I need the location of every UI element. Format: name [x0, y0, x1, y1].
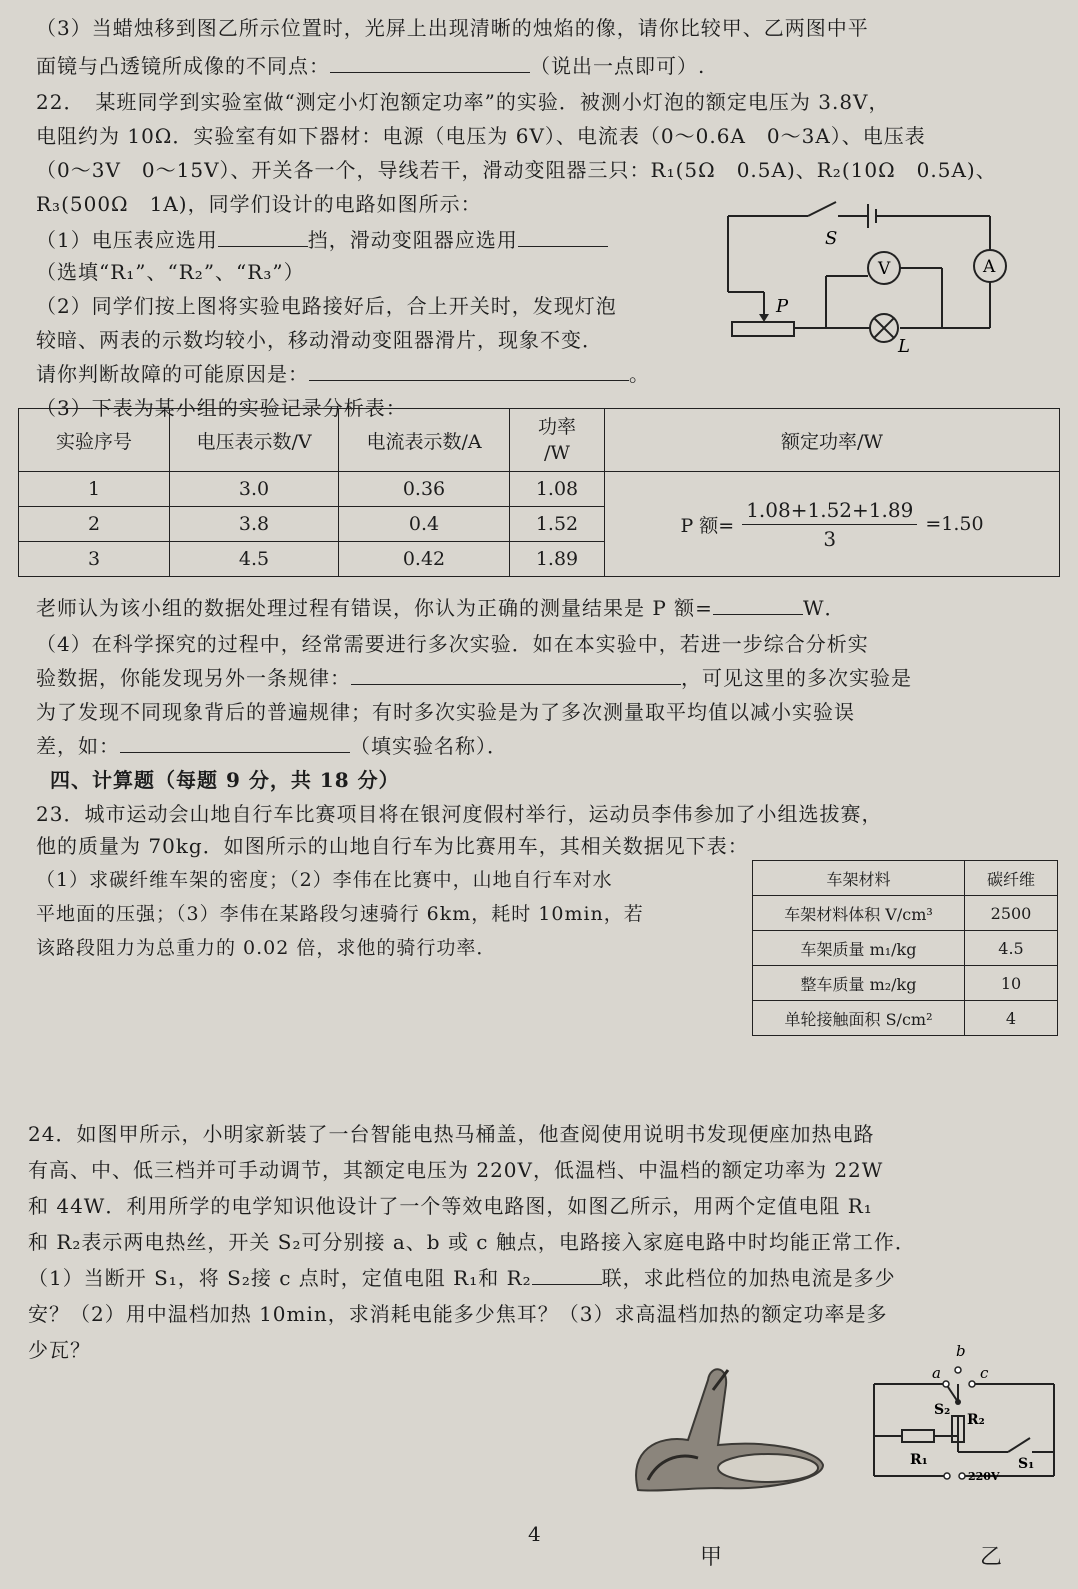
header-current: 电流表示数/A: [339, 409, 510, 472]
resistor-r1-label: R₁: [910, 1452, 928, 1468]
cell-label: 车架质量 m₁/kg: [753, 931, 965, 966]
q22-fault-blank[interactable]: [309, 360, 629, 381]
rated-power-cell: [605, 472, 1060, 577]
q22-part4-line1: （4）在科学探究的过程中，经常需要进行多次实验．如在本实验中，若进一步综合分析实: [36, 632, 869, 656]
table-row: [753, 1001, 1058, 1036]
cell-voltage: 3.8: [170, 507, 339, 542]
q22-rule-blank[interactable]: [351, 664, 681, 685]
q22-circuit-diagram: [718, 196, 1008, 356]
table-row: [753, 861, 1058, 896]
formula-fraction: [742, 498, 917, 551]
cell-power: 1.52: [510, 507, 605, 542]
figure-yi-label: 乙: [980, 1545, 1004, 1570]
q22-line3: （0～3V 0～15V）、开关各一个，导线若干，滑动变阻器三只：R₁(5Ω 0.5A)、R₂(10Ω 0.5A)、: [36, 158, 997, 182]
q23-line2: 他的质量为 70kg．如图所示的山地自行车为比赛用车，其相关数据见下表：: [36, 834, 749, 858]
q24-line1: 24．如图甲所示，小明家新装了一台智能电热马桶盖，他查阅使用说明书发现便座加热电路: [28, 1122, 875, 1146]
formula-denominator: 3: [823, 526, 837, 551]
q21-3-line2: [36, 52, 705, 80]
circuit-slider-label: P: [776, 296, 789, 317]
q22-correct-result: [36, 594, 846, 622]
header-trial: 实验序号: [19, 409, 170, 472]
q24-line7: 少瓦？: [28, 1338, 91, 1362]
q22-line1: 22． 某班同学到实验室做“测定小灯泡额定功率”的实验．被测小灯泡的额定电压为 3.8V，: [36, 90, 890, 114]
cell-current: 0.4: [339, 507, 510, 542]
cell-trial: 1: [19, 472, 170, 507]
q24-line2: 有高、中、低三档并可手动调节，其额定电压为 220V，低温档、中温档的额定功率为 22W: [28, 1158, 884, 1182]
q22-part4-text-d: （填实验名称）．: [350, 734, 508, 758]
bike-data-table: [752, 860, 1058, 1036]
switch-s1-label: S₁: [1018, 1456, 1035, 1472]
circuit-switch-label: S: [825, 228, 838, 249]
cell-value: 碳纤维: [965, 861, 1058, 896]
circuit-voltmeter-label: V: [878, 259, 891, 279]
q22-part2-line2: 较暗、两表的示数均较小，移动滑动变阻器滑片，现象不变．: [36, 328, 603, 352]
cell-current: 0.36: [339, 472, 510, 507]
cell-voltage: 3.0: [170, 472, 339, 507]
contact-a-label: a: [932, 1364, 941, 1382]
q23-line3: （1）求碳纤维车架的密度；（2）李伟在比赛中，山地自行车对水: [36, 869, 613, 891]
q23-line1: 23．城市运动会山地自行车比赛项目将在银河度假村举行，运动员李伟参加了小组选拔赛，: [36, 802, 883, 826]
q22-part4-line3: 为了发现不同现象背后的普遍规律；有时多次实验是为了多次测量取平均值以减小实验误: [36, 700, 855, 724]
contact-c-label: c: [980, 1364, 989, 1382]
circuit-lamp-label: L: [898, 336, 910, 356]
section-4-heading: 四、计算题（每题 9 分，共 18 分）: [50, 768, 400, 792]
q22-part1-text-b: 挡，滑动变阻器应选用: [307, 228, 518, 252]
q22-part2-line1: （2）同学们按上图将实验电路接好后，合上开关时，发现灯泡: [36, 294, 617, 318]
cell-value: 4.5: [965, 931, 1058, 966]
table-row: [753, 966, 1058, 1001]
q22-experiment-name-blank[interactable]: [120, 732, 350, 753]
table-header-row: [19, 409, 1060, 472]
q22-line2: 电阻约为 10Ω．实验室有如下器材：电源（电压为 6V）、电流表（0～0.6A 0～3A）、电压表: [36, 124, 926, 148]
q21-3-suffix: （说出一点即可）.: [530, 54, 706, 78]
q22-part4-text-a: 验数据，你能发现另外一条规律：: [36, 666, 351, 690]
switch-s2-label: S₂: [934, 1402, 951, 1418]
header-power: 功率 /W: [510, 409, 605, 472]
q22-part1: [36, 226, 608, 254]
q21-3-answer-blank[interactable]: [330, 52, 530, 73]
q22-rated-power-blank[interactable]: [713, 594, 803, 615]
q24-connection-blank[interactable]: [532, 1264, 602, 1285]
switch-blade: [808, 202, 836, 216]
q21-3-line1: （3）当蜡烛移到图乙所示位置时，光屏上出现清晰的烛焰的像，请你比较甲、乙两图中平: [36, 16, 869, 40]
cell-label: 车架材料体积 V/cm³: [753, 896, 965, 931]
cell-value: 4: [965, 1001, 1058, 1036]
q22-part4-text-c: 差，如：: [36, 734, 120, 758]
table-row: [753, 896, 1058, 931]
q24-line6: 安？（2）用中温档加热 10min，求消耗电能多少焦耳？（3）求高温档加热的额定功率是多: [28, 1302, 888, 1326]
q22-part1-text-a: （1）电压表应选用: [36, 228, 218, 252]
circuit-ammeter-label: A: [983, 257, 996, 277]
page-number: 4: [528, 1522, 542, 1546]
q21-3-prefix: 面镜与凸透镜所成像的不同点：: [36, 54, 330, 78]
q22-part4-text-b: ，可见这里的多次实验是: [681, 666, 912, 690]
cell-trial: 3: [19, 542, 170, 577]
cell-label: 单轮接触面积 S/cm²: [753, 1001, 965, 1036]
q22-part4-line2: [36, 664, 912, 692]
cell-current: 0.42: [339, 542, 510, 577]
q22-correct-result-text: 老师认为该小组的数据处理过程有错误，你认为正确的测量结果是 P 额=: [36, 596, 713, 620]
q22-part3: （3）下表为某小组的实验记录分析表：: [36, 396, 407, 420]
contact-b-label: b: [956, 1342, 966, 1360]
figure-jia-label: 甲: [700, 1545, 724, 1570]
cell-value: 2500: [965, 896, 1058, 931]
cell-power: 1.08: [510, 472, 605, 507]
cell-label: 车架材料: [753, 861, 965, 896]
rated-power-formula: [605, 498, 1059, 551]
q22-line4: R₃(500Ω 1A)，同学们设计的电路如图所示：: [36, 192, 482, 216]
experiment-record-table: [18, 408, 1060, 577]
heating-circuit-diagram: [868, 1340, 1064, 1490]
voltage-label: 220V: [968, 1470, 1000, 1483]
formula-numerator: 1.08+1.52+1.89: [742, 498, 917, 525]
q24-line5: [28, 1264, 896, 1292]
q22-part2-text: 请你判断故障的可能原因是：: [36, 362, 309, 386]
cell-power: 1.89: [510, 542, 605, 577]
cell-value: 10: [965, 966, 1058, 1001]
header-rated-power: 额定功率/W: [605, 409, 1060, 472]
cell-label: 整车质量 m₂/kg: [753, 966, 965, 1001]
q22-part2-line3: 请你判断故障的可能原因是： 。: [36, 362, 650, 386]
q22-part1-hint: （选填“R₁”、“R₂”、“R₃”）: [36, 260, 305, 284]
q22-voltmeter-range-blank[interactable]: [218, 226, 308, 247]
resistor-r2-label: R₂: [967, 1412, 985, 1428]
formula-label: P 额=: [680, 514, 735, 537]
q22-rheostat-blank[interactable]: [518, 226, 608, 247]
cell-trial: 2: [19, 507, 170, 542]
header-voltage: 电压表示数/V: [170, 409, 339, 472]
q24-line3: 和 44W．利用所学的电学知识他设计了一个等效电路图，如图乙所示，用两个定值电阻 R₁: [28, 1194, 873, 1218]
formula-result: =1.50: [925, 513, 984, 535]
table-row: [753, 931, 1058, 966]
cell-voltage: 4.5: [170, 542, 339, 577]
q22-part4-line4: [36, 732, 508, 760]
toilet-seat-illustration: [618, 1340, 828, 1500]
q23-line4: 平地面的压强；（3）李伟在某路段匀速骑行 6km，耗时 10min，若: [36, 903, 644, 925]
q22-unit: W．: [802, 596, 846, 620]
q24-line5-text-a: （1）当断开 S₁，将 S₂接 c 点时，定值电阻 R₁和 R₂: [28, 1266, 532, 1290]
q23-line5: 该路段阻力为总重力的 0.02 倍，求他的骑行功率．: [36, 937, 497, 959]
q24-line4: 和 R₂表示两电热丝，开关 S₂可分别接 a、b 或 c 触点，电路接入家庭电路中时均能正常工作．: [28, 1230, 916, 1254]
table-row: [19, 472, 1060, 507]
q24-line5-text-b: 联，求此档位的加热电流是多少: [601, 1266, 896, 1290]
